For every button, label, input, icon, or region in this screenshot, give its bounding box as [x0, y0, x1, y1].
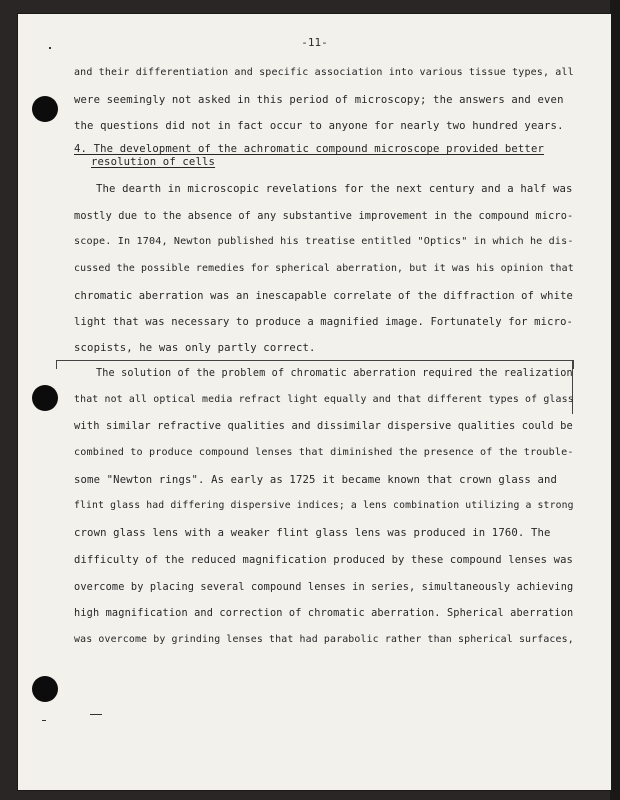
text-line: light that was necessary to produce a magnified image. Fortunately for micro-	[74, 316, 574, 328]
text-line: chromatic aberration was an inescapable correlate of the diffraction of white	[74, 290, 574, 302]
text-line: the questions did not in fact occur to anyone for nearly two hundred years.	[74, 120, 564, 132]
text-line: difficulty of the reduced magnification produced by these compound lenses was	[74, 554, 574, 566]
text-line: crown glass lens with a weaker flint glass lens was produced in 1760. The	[74, 527, 551, 539]
text-line: was overcome by grinding lenses that had parabolic rather than spherical surfaces,	[74, 634, 574, 645]
text-line: combined to produce compound lenses that diminished the presence of the trouble-	[74, 447, 574, 458]
text-line: and their differentiation and specific association into various tissue types, all	[74, 67, 574, 78]
text-line: high magnification and correction of chromatic aberration. Spherical aberration	[74, 607, 574, 619]
text-line: scope. In 1704, Newton published his treatise entitled "Optics" in which he dis-	[74, 236, 574, 247]
text-line: some "Newton rings". As early as 1725 it became known that crown glass and	[74, 474, 558, 486]
pen-mark	[42, 720, 46, 721]
text-line: scopists, he was only partly correct.	[74, 342, 316, 354]
text-line: overcome by placing several compound lenses in series, simultaneously achieving	[74, 581, 574, 593]
punch-hole-bottom	[32, 676, 58, 702]
section-heading-line: 4. The development of the achromatic compound microscope provided better	[74, 143, 545, 155]
punch-hole-middle	[32, 385, 58, 411]
document-page	[18, 14, 611, 790]
text-line: mostly due to the absence of any substantive improvement in the compound micro-	[74, 210, 574, 222]
text-line: The solution of the problem of chromatic aberration required the realization	[96, 368, 573, 379]
scan-edge	[610, 0, 620, 800]
text-line: were seemingly not asked in this period of microscopy; the answers and even	[74, 94, 564, 106]
punch-hole-top	[32, 96, 58, 122]
text-line: that not all optical media refract light equally and that different types of glass	[74, 394, 574, 405]
pen-mark	[90, 714, 102, 715]
text-line: flint glass had differing dispersive indices; a lens combination utilizing a strong	[74, 500, 574, 511]
text-line: cussed the possible remedies for spherical aberration, but it was his opinion that	[74, 263, 574, 274]
text-line: with similar refractive qualities and dissimilar dispersive qualities could be	[74, 420, 573, 432]
text-line: The dearth in microscopic revelations for the next century and a half was	[96, 183, 573, 195]
page-number: -11-	[301, 36, 328, 49]
section-heading-line: resolution of cells	[91, 156, 216, 168]
